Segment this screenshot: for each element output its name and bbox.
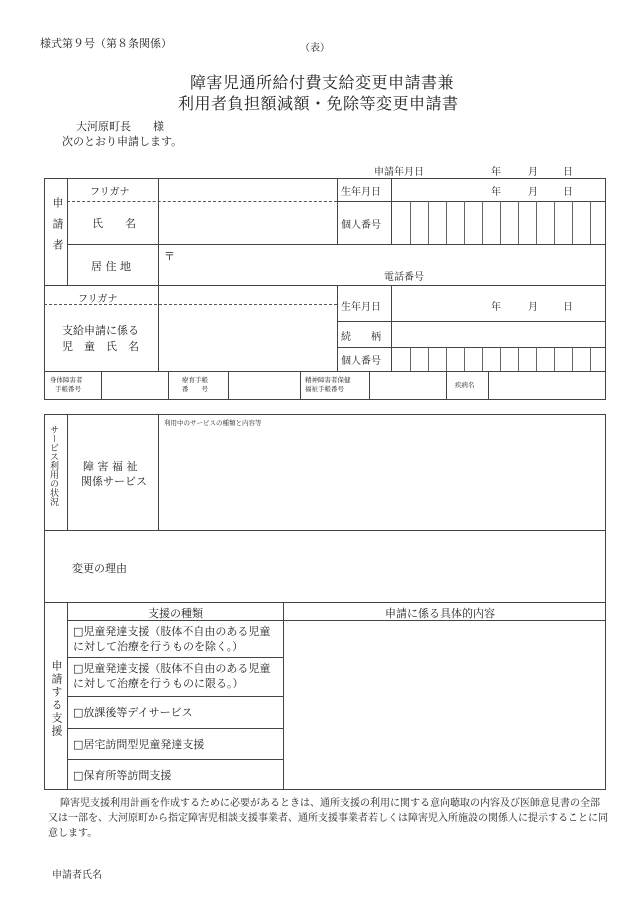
- service-content-label: 利用中のサービスの種類と内容等: [164, 419, 262, 427]
- applicant-birth-year: 年: [491, 187, 501, 198]
- applicant-furigana-label: フリガナ: [90, 187, 130, 198]
- applicant-address-label: 居 住 地: [91, 260, 131, 273]
- applicant-individual-number-label: 個人番号: [341, 220, 381, 231]
- applicant-name-label: 氏 名: [92, 217, 136, 230]
- rehab-cert-label-line2: 番 号: [182, 385, 208, 393]
- child-birth-year: 年: [491, 302, 501, 313]
- signature-label: 申請者氏名: [52, 870, 102, 881]
- applicant-birth-day: 日: [563, 187, 573, 198]
- mental-cert-label-line1: 精神障害者保健: [305, 376, 351, 384]
- physical-cert-label-line1: 身体障害者: [50, 376, 83, 384]
- phone-label: 電話番号: [384, 272, 424, 283]
- addressee: 大河原町長 様: [76, 120, 164, 133]
- disease-label: 疾病名: [455, 381, 475, 389]
- support-type-header: 支援の種類: [148, 607, 203, 620]
- application-date-month: 月: [528, 167, 538, 178]
- support-section-label: 申請する支援: [50, 660, 63, 738]
- support-option-4[interactable]: □居宅訪問型児童発達支援: [73, 738, 205, 751]
- child-birth-month: 月: [528, 302, 538, 313]
- child-furigana-label: フリガナ: [78, 294, 118, 305]
- applicant-section-label: 申請者: [51, 197, 64, 260]
- applicant-birth-month: 月: [528, 187, 538, 198]
- page-title-line1: 障害児通所給付費支給変更申請書兼: [190, 73, 455, 92]
- service-category-line2: 関係サービス: [81, 475, 147, 488]
- applicant-birthdate-label: 生年月日: [341, 187, 381, 198]
- child-relation-label: 続 柄: [341, 332, 381, 343]
- service-status-section-label: サービス利用の状況: [48, 425, 58, 506]
- child-individual-number-label: 個人番号: [341, 356, 381, 367]
- change-reason-field[interactable]: [160, 532, 604, 600]
- application-date-day: 日: [563, 167, 573, 178]
- support-option-2[interactable]: □児童発達支援（肢体不自由のある児童に対して治療を行うものに限る。）: [73, 662, 271, 690]
- page-title-line2: 利用者負担額減額・免除等変更申請書: [178, 94, 459, 113]
- postal-mark: 〒: [164, 250, 175, 263]
- intro-text: 次のとおり申請します。: [62, 135, 183, 148]
- physical-cert-label-line2: 手帳番号: [55, 385, 81, 393]
- service-content-field[interactable]: [160, 430, 604, 528]
- support-detail-field[interactable]: [285, 622, 604, 788]
- mental-cert-label-line2: 福祉手帳番号: [305, 385, 344, 393]
- application-date-label: 申請年月日: [374, 167, 424, 178]
- child-birth-day: 日: [563, 302, 573, 313]
- child-name-label-line2: 児 童 氏 名: [62, 340, 139, 353]
- change-reason-label: 変更の理由: [72, 562, 127, 575]
- applicant-table: [44, 178, 606, 400]
- application-date-year: 年: [491, 167, 501, 178]
- service-category-line1: 障 害 福 祉: [83, 460, 138, 473]
- rehab-cert-label-line1: 療育手帳: [182, 376, 208, 384]
- support-option-1[interactable]: □児童発達支援（肢体不自由のある児童に対して治療を行うものを除く。）: [73, 625, 271, 653]
- child-birthdate-label: 生年月日: [341, 302, 381, 313]
- side-label: （表）: [300, 43, 330, 54]
- support-option-5[interactable]: □保育所等訪問支援: [73, 769, 172, 782]
- form-number: 様式第９号（第８条関係）: [40, 37, 172, 50]
- support-detail-header: 申請に係る具体的内容: [385, 607, 495, 620]
- consent-text: 障害児支援利用計画を作成するために必要があるときは、通所支援の利用に関する意向聴取の内容及び医師意見書の全部又は一部を、大河原町から指定障害児相談支援事業者、通所支援事業者若しくは障害児入所施設の関係人に提示することに同意します。: [48, 798, 608, 839]
- child-name-label-line1: 支給申請に係る: [62, 324, 139, 337]
- support-option-3[interactable]: □放課後等デイサービス: [73, 706, 193, 719]
